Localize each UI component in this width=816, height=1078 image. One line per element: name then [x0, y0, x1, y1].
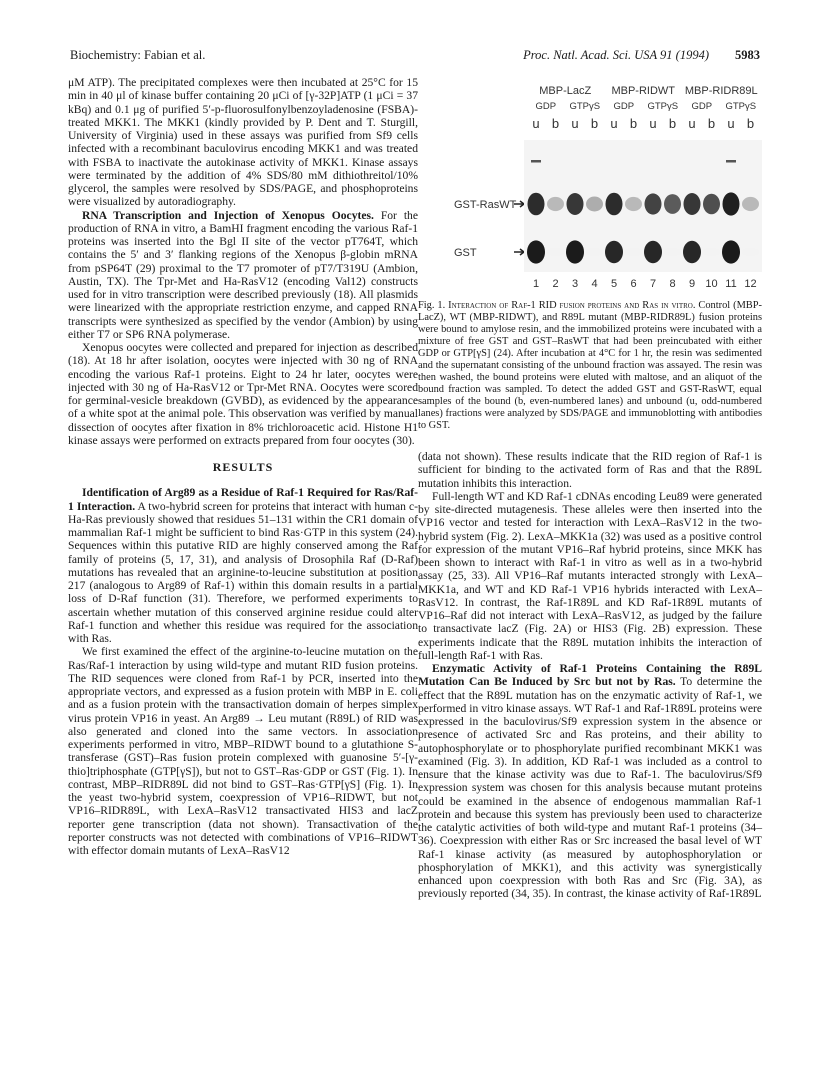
running-header [70, 48, 760, 68]
ras-band [645, 193, 662, 214]
band-label-gst: GST [454, 247, 477, 259]
lane-group-label: MBP-RIDR89L [684, 85, 758, 97]
lane-group-label: MBP-LacZ [539, 85, 592, 97]
gst-band [683, 241, 701, 263]
paragraph [68, 76, 418, 209]
lane-group-label: MBP-RIDWT [611, 85, 676, 97]
nucleotide-label: GTPγS [725, 101, 757, 112]
gst-band [547, 248, 565, 257]
ras-band [625, 197, 642, 211]
lane-type-label: u [571, 116, 579, 131]
left-column [68, 76, 418, 857]
lane-number: 8 [669, 278, 676, 290]
nucleotide-label: GDP [613, 101, 635, 112]
lane-number: 10 [705, 278, 718, 290]
lane-type-label: u [649, 116, 657, 131]
caption-label: Fig. 1. [418, 300, 446, 311]
paragraph [68, 645, 418, 857]
gst-band [703, 248, 721, 257]
nucleotide-label: GDP [691, 101, 713, 112]
paragraph-text: For the production of RNA in vitro, a BamHI fragment encoding the various Raf-1 proteins was inserted into the Bgl II site of the vector pT764T, which contains the 5′ and 3′ flanking regions of the Xenopus β-globin mRNA from pSP64T (29) proximal to the T7 promoter of pT7/T319U (Ambion, Austin, TX). The Tpr-Met and Ha-RasV12 (encoding Val12) constructs used for in vitro transcription were described previously (18). All plasmids were linearized with the appropriate restriction enzyme, and capped RNA transcripts were synthesized as specified by the vendor (Ambion) by using either T7 or SP6 RNA polymerase. [68, 208, 418, 341]
paragraph-text: (data not shown). These results indicate that the RID region of Raf-1 is sufficient for binding to the activated form of Ras and that the R89L mutation inhibits this interaction. [418, 450, 762, 490]
caption-title: Interaction of Raf-1 RID fusion proteins and Ras in vitro. [448, 300, 696, 311]
paragraph [68, 486, 418, 645]
lane-number: 12 [744, 278, 757, 290]
gst-band [742, 248, 760, 257]
paragraph-text: A two-hybrid screen for proteins that interact with human c-Ha-Ras previously showed that residues 51–131 within the CR1 domain of mammalian Raf-1 might be sufficient to bind Ras·GTP in this system (24). Sequences within this putative RID are highly conserved among the Raf family of proteins (5, 17, 31), and analysis of Drosophila Raf (D-Raf) mutations has revealed that an arginine-to-leucine substitution at position 217 (analogous to Arg89 of Raf-1) within this domain results in a partial loss of D-Raf function (31). Therefore, we performed experiments to ascertain whether mutation of this conserved arginine residue could alter Raf-1 function and whether this residue was required for the association with Ras. [68, 499, 418, 645]
nucleotide-label: GDP [535, 101, 557, 112]
ras-band [528, 193, 545, 216]
ras-band [586, 197, 603, 212]
paragraph-text: To determine the effect that the R89L mutation has on the enzymatic activity of Raf-1, we performed in vitro kinase assays. WT Raf-1 and Raf-1R89L proteins were expressed in the baculovirus/Sf9 expression system in the absence or presence of activated Src and Ras proteins, and their ability to autophosphorylate or to phosphorylate purified recombinant MKK1 was examined (Fig. 3). In addition, KD Raf-1 was included as a control to ensure that the kinase activity was due to Raf-1. The baculovirus/Sf9 expression system was chosen for this analysis because mutant proteins could be examined in the absence of endogenous mammalian Raf-1 protein and because this system has previously been used to characterize the catalytic activities of both wild-type and mutant Raf-1 proteins (34–36). Coexpression with either Ras or Src increased the basal level of WT Raf-1 kinase activity (as measured by autophosphorylation or phosphorylation of MKK1), and this activity was synergistically enhanced upon coexpression with both Ras and Src (Fig. 3A), as previously reported (34, 35). In contrast, the kinase activity of Raf-1R89L [418, 675, 763, 901]
ras-band [742, 197, 759, 211]
paragraph-run-in-heading: Identification of Arg89 as a Residue of Raf-1 Required for Ras/Raf-1 Interaction. [68, 486, 418, 513]
figure-1 [436, 82, 766, 292]
arrow-icon [514, 249, 524, 255]
paragraph [68, 209, 418, 342]
header-journal-page [523, 48, 760, 63]
paragraph [418, 662, 762, 901]
gst-band [527, 240, 545, 263]
ras-band [606, 193, 623, 216]
gst-band [644, 241, 662, 263]
lane-number: 2 [552, 278, 559, 290]
nucleotide-label: GTPγS [647, 101, 679, 112]
right-column [418, 450, 762, 901]
gst-band [664, 248, 682, 257]
ras-band [567, 193, 584, 215]
gst-band [586, 248, 604, 257]
lane-number: 9 [688, 278, 696, 290]
lane-type-label: u [727, 116, 735, 131]
lane-type-label: b [629, 116, 638, 131]
lane-type-label: u [688, 116, 696, 131]
lane-type-label: b [707, 116, 716, 131]
paragraph [418, 490, 762, 662]
paragraph-text: Full-length WT and KD Raf-1 cDNAs encoding Leu89 were generated by site-directed mutagenesis. These alleles were then inserted into the VP16 vector and tested for interaction with LexA–RasV12 in the two-hybrid system (Fig. 2). LexA–MKK1a (32) was used as a positive control for expression of the mutant VP16–Raf hybrid proteins, since MKK has been shown to interact with Raf-1 in vitro as well as in a two-hybrid assay (25, 33). All VP16–Raf mutants interacted strongly with LexA–MKK1a, and WT and KD Raf-1 VP16 hybrids interacted with LexA–RasV12. In contrast, the Raf-1R89L and KD Raf-1R89L mutants of VP16–Raf did not interact with LexA–RasV12, as judged by the failure to transactivate lacZ (Fig. 2A) or HIS3 (Fig. 2B) expression. These experiments indicate that the R89L mutation inhibits the interaction of full-length Raf-1 with Ras. [418, 489, 762, 662]
lane-number: 1 [532, 278, 540, 290]
ras-band [723, 192, 740, 215]
band-label-gst-ras: GST-RasWT [454, 199, 517, 211]
lane-type-label: b [668, 116, 677, 131]
figure-1-caption [418, 300, 762, 431]
header-authors: Biochemistry: Fabian et al. [70, 48, 206, 62]
lane-type-label: b [551, 116, 560, 131]
ras-band [547, 197, 564, 211]
lane-number: 7 [649, 278, 657, 290]
lane-number: 6 [630, 278, 637, 290]
lane-type-label: u [610, 116, 618, 131]
ras-band [664, 194, 681, 214]
ras-band [703, 194, 720, 215]
lane-type-label: u [532, 116, 540, 131]
lane-number: 3 [571, 278, 579, 290]
lane-number: 5 [610, 278, 618, 290]
header-journal: Proc. Natl. Acad. Sci. USA 91 (1994) [523, 48, 709, 62]
section-heading: RESULTS [212, 460, 274, 474]
gst-band [722, 240, 740, 263]
gst-band [605, 241, 623, 263]
nucleotide-label: GTPγS [569, 101, 601, 112]
paragraph-run-in-heading: Enzymatic Activity of Raf-1 Proteins Containing the R89L Mutation Can Be Induced by Src but not by Ras. [418, 662, 762, 689]
minor-band [531, 160, 541, 163]
caption-text: Control (MBP-LacZ), WT (MBP-RIDWT), and R89L mutant (MBP-RIDR89L) fusion proteins were bound to amylose resin, and the immobilized proteins were incubated with a mixture of free GST and GST–RasWT that had been preincubated with either GDP or GTP[γS] (24). After incubation at 4°C for 1 hr, the resin was sedimented and the supernatant consisting of the unbound fraction was assayed. The resin was then washed, the bound proteins were eluted with maltose, and an aliquot of the bound fraction was sampled. To detect the added GST and GST-RasWT, equal samples of the bound (b, even-numbered lanes) and unbound (u, odd-numbered lanes) fractions were analyzed by SDS/PAGE and immunoblotting with antibodies to GST. [418, 300, 762, 431]
lane-number: 11 [725, 278, 737, 290]
minor-band [726, 160, 736, 163]
lane-type-label: b [746, 116, 755, 131]
gst-band [566, 240, 584, 263]
page-number: 5983 [735, 48, 760, 62]
paragraph-text: μM ATP). The precipitated complexes were then incubated at 25°C for 15 min in 40 μl of kinase buffer containing 20 μCi of [γ-32P]ATP (1 μCi = 37 kBq) and 0.1 μg of purified 5′-p-fluorosulfonylbenzoyladenosine (FSBA)-treated MKK1. The MKK1 (kindly provided by P. Dent and T. Sturgill, University of Virginia) used in these assays was purified from Sf9 cells infected with a recombinant baculovirus encoding MKK1 and was treated with FSBA to inactivate the autokinase activity of MKK1. Kinase assays were terminated by the addition of 4% SDS/80 mM dithiothreitol/10% glycerol, the samples were resolved by SDS/PAGE, and phosphoproteins were visualized by autoradiography. [68, 76, 418, 209]
western-blot-image [436, 82, 766, 292]
paragraph-run-in-heading: RNA Transcription and Injection of Xenopus Oocytes. [82, 208, 374, 222]
paragraph-text: Xenopus oocytes were collected and prepared for injection as described (18). At 18 hr after isolation, oocytes were injected with 30 ng of RNA encoding the various Raf-1 proteins. Eight to 24 hr later, oocytes were injected with 30 ng of Ha-RasV12 or Tpr-Met RNA. Oocytes were scored for germinal-vesicle breakdown (GVBD), as evidenced by the appearance of a white spot at the animal pole. This observation was verified by manual dissection of oocytes after fixation in 8% trichloroacetic acid. Histone H1 kinase assays were performed on extracts prepared from four oocytes (30). [68, 341, 418, 447]
lane-type-label: b [590, 116, 599, 131]
ras-band [684, 193, 701, 215]
gst-band [625, 248, 643, 257]
lane-number: 4 [591, 278, 598, 290]
paragraph-text: We first examined the effect of the arginine-to-leucine mutation on the Ras/Raf-1 interaction by using wild-type and mutant RID fusion proteins. The RID sequences were cloned from Raf-1 by PCR, inserted into the appropriate vectors, and expressed as a fusion protein with MBP in E. coli and as a fusion protein with the transactivation domain of herpes simplex virus protein VP16 in yeast. An Arg89 → Leu mutant (R89L) of RID was also generated and cloned into the same vectors. In association experiments performed in vitro, MBP–RIDWT bound to a glutathione S-transferase (GST)–Ras fusion protein complexed with guanosine 5′-[γ-thio]triphosphate (GTP[γS]), but not to GST–Ras·GDP or GST (Fig. 1). In contrast, MBP–RIDR89L did not bind to GST–Ras·GTP[γS] (Fig. 1). In the yeast two-hybrid system, coexpression of VP16–RIDWT, but not VP16–RIDR89L, with LexA–RasV12 transactivated HIS3 and lacZ reporter gene transcription (data not shown). Transactivation of the reporter constructs was not detected with combinations of VP16–RIDWT with effector domain mutants of LexA–RasV12 [68, 645, 418, 857]
paragraph [418, 450, 762, 490]
paragraph [68, 341, 418, 447]
